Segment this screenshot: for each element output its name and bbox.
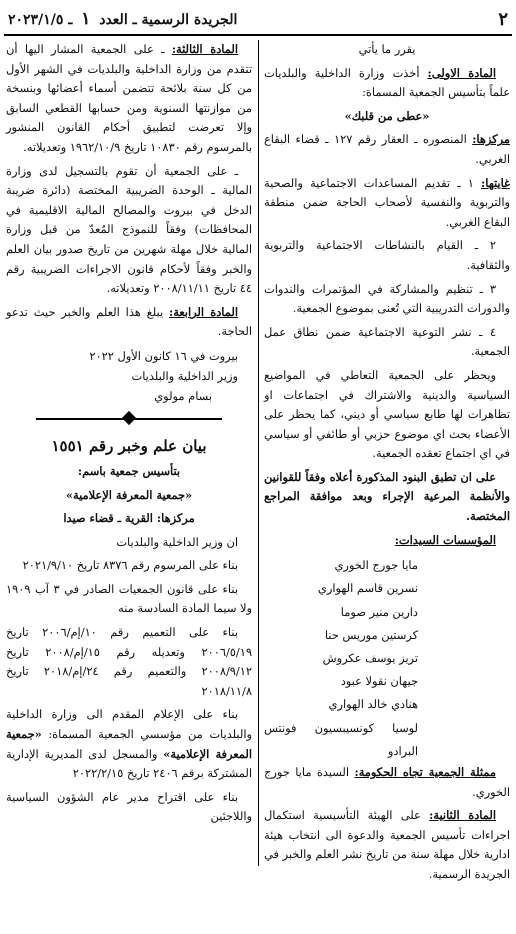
representative-label: ممثلة الجمعية تجاه الحكومة:: [354, 765, 496, 780]
founder-name: دارين منير صوما: [340, 604, 418, 619]
compliance-clause: على ان تطبق البنود المذكورة أعلاه وفقاً للقوانين والأنظمة المرعية الإجراء وبعد موافقة المراجع المختصة.: [264, 469, 510, 524]
signing-place-date: بيروت في ١٦ كانون الأول ٢٠٢٢: [89, 348, 238, 363]
basis-decree: بناء على المرسوم رقم ٨٣٧٦ تاريخ ٢٠٢١/٩/١٠: [22, 558, 238, 573]
prohibition-clause: ويحظر على الجمعية التعاطي في المواضيع السياسية والدينية والاشتراك في اجتماعات او تظاهرات لها طابع سياسي أو ديني، كما يحظر على الأعضاء بحث اي موضوع حزبي أو طائفي أو سياسي في اي اجتماع تعقده الجمعية.: [264, 367, 510, 461]
page-number: ٢: [498, 8, 508, 30]
goal-4: ٤ ـ نشر التوعية الاجتماعية ضمن نطاق عمل الجمعية.: [264, 324, 510, 359]
article-2: [264, 806, 510, 884]
founder-name: تريز يوسف عكروش: [322, 651, 418, 666]
minister-intro: ان وزير الداخلية والبلديات: [116, 534, 238, 549]
founder-name: هنادي خالد الهواري: [328, 697, 418, 712]
founders-label: المؤسسات السيدات:: [394, 532, 496, 547]
header-title: الجريدة الرسمية ـ العدد: [99, 12, 238, 28]
article-3: [6, 40, 252, 158]
section-ornament: [6, 412, 252, 426]
article-1-label: المادة الاولى:: [427, 65, 496, 80]
goal-3: ٣ ـ تنظيم والمشاركة في المؤتمرات والندوات والدورات التدريبية التي تُعنى بموضوع الجمعية.: [264, 281, 510, 316]
founder-name: نسرين قاسم الهواري: [317, 581, 418, 596]
founder-name: كرستين موريس حنا: [324, 627, 418, 642]
association-name: «عطى من قلبك»: [344, 108, 430, 123]
article-3-text: ـ على الجمعية المشار اليها أن تتقدم من وزارة الداخلية والبلديات في الشهر الأول من كل سنة بلائحة تتضمن أسماء أعضائها وبنسخة من موازنتها السنوية ومن حسابها القطعي السابق وإلا تعرضت لتطبيق أحكام القانون المنشور بالمرسوم رقم ١٠٨٣٠ تاريخ ١٩٦٢/١٠/٩ وتعديلاته.: [6, 42, 252, 154]
article-1-text: أخذت وزارة الداخلية والبلديات علماً بتأسيس الجمعية المسماة:: [264, 65, 510, 100]
article-4: [6, 303, 252, 342]
article-2-text: على الهيئة التأسيسية استكمال اجراءات تأسيس الجمعية والدعوة الى انتخاب هيئة ادارية خلال مهلة سنة من تاريخ نشر العلم والخبر في الجريدة الرسمية.: [264, 808, 510, 882]
article-3-label: المادة الثالثة:: [171, 42, 239, 56]
founder-name: جيهان نقولا عبود: [340, 674, 418, 689]
goals-label: غايتها:: [481, 175, 510, 190]
representative-text: السيدة مايا جورج الخوري.: [264, 765, 510, 799]
issue-number: ١: [81, 9, 91, 29]
minister-title: وزير الداخلية والبلديات: [131, 368, 238, 383]
notice-headquarters: مركزها: القرية ـ قضاء صيدا: [63, 511, 195, 526]
ornament-diamond: [122, 411, 136, 425]
left-column: [6, 40, 252, 831]
basis-circulars: بناء على التعميم رقم ١٠/إم/٢٠٠٦ تاريخ ٢٠٠٦/٥/١٩ وتعديله رقم ١٥/إم/٢٠٠٨ تاريخ ٢٠٠٨/٩/١٢ والتعميم رقم ٢٤/إم/٢٠١٨ تاريخ ٢٠١٨/١١/٨: [6, 625, 253, 698]
goal-2: ٢ ـ القيام بالنشاطات الاجتماعية والتربوية والثقافية.: [264, 238, 510, 272]
government-representative: [264, 763, 510, 802]
column-divider: [258, 40, 259, 866]
founder-name: مايا جورج الخوري: [334, 558, 418, 573]
tax-registration-clause: ـ على الجمعية أن تقوم بالتسجيل لدى وزارة المالية ـ الوحدة الضريبية المختصة (دائرة ضريبة الدخل في بيروت والمصالح المالية الاقليمية في المحافظات) وفقاً للنموذج المُعدّ من قبل وزارة المالية خلال مهلة شهرين من تاريخ صدور بيان العلم والخبر وفقاً لأحكام قانون الاجراءات الضريبية رقم ٤٤ تاريخ ٢٠٠٨/١١/١١ وتعديلاته.: [6, 163, 252, 296]
minister-name: بسام مولوي: [154, 388, 212, 403]
basis-notification: [6, 705, 252, 783]
notice-association-name: «جمعية المعرفة الإعلامية»: [65, 487, 193, 502]
basis-proposal: بناء على اقتراح مدير عام الشؤون السياسية واللاجئين: [6, 789, 252, 824]
headquarters-label: مركزها:: [472, 132, 510, 147]
goal-1: [264, 174, 510, 233]
basis-notification-name: «جمعية المعرفة الإعلامية»: [6, 727, 252, 761]
goal-1-text: ١ ـ تقديم المساعدات الاجتماعية والصحية والتربوية والنفسية لأصحاب الحاجة ضمن منطقة البقاع الغربي.: [264, 175, 510, 229]
header-title-group: [8, 9, 237, 29]
founder-name: لوسيا كونسيبسيون فونتس البرادو: [264, 720, 418, 758]
right-column: [264, 40, 510, 889]
headquarters-text: المنصوره ـ العقار رقم ١٢٧ ـ قضاء البقاع الغربي.: [264, 132, 510, 166]
notice-subtitle: بتأسيس جمعية باسم:: [77, 463, 181, 478]
article-1: [264, 64, 510, 103]
article-4-label: المادة الرابعة:: [168, 304, 238, 319]
basis-notification-pre: بناء على الإعلام المقدم الى وزارة الداخلية والبلديات من مؤسسي الجمعية المسماة:: [6, 707, 253, 742]
intro-line: يقرر ما يأتي: [358, 42, 416, 56]
article-2-label: المادة الثانية:: [429, 808, 496, 823]
page-header: [8, 6, 508, 32]
header-rule: [4, 34, 512, 36]
header-date: ـ ٢٠٢٣/١/٥: [8, 12, 73, 28]
basis-law: بناء على قانون الجمعيات الصادر في ٣ آب ١٩٠٩ ولا سيما المادة السادسة منه: [6, 581, 252, 616]
notice-title: بيان علم وخبر رقم ١٥٥١: [51, 436, 207, 455]
article-4-text: يبلغ هذا العلم والخبر حيث تدعو الحاجة.: [6, 304, 252, 339]
headquarters: [264, 130, 510, 169]
basis-notification-post: والمسجل لدى المديرية الإدارية المشتركة برقم ٢٤٠٦ تاريخ ٢٠٢٢/٢/١٥: [6, 746, 252, 781]
